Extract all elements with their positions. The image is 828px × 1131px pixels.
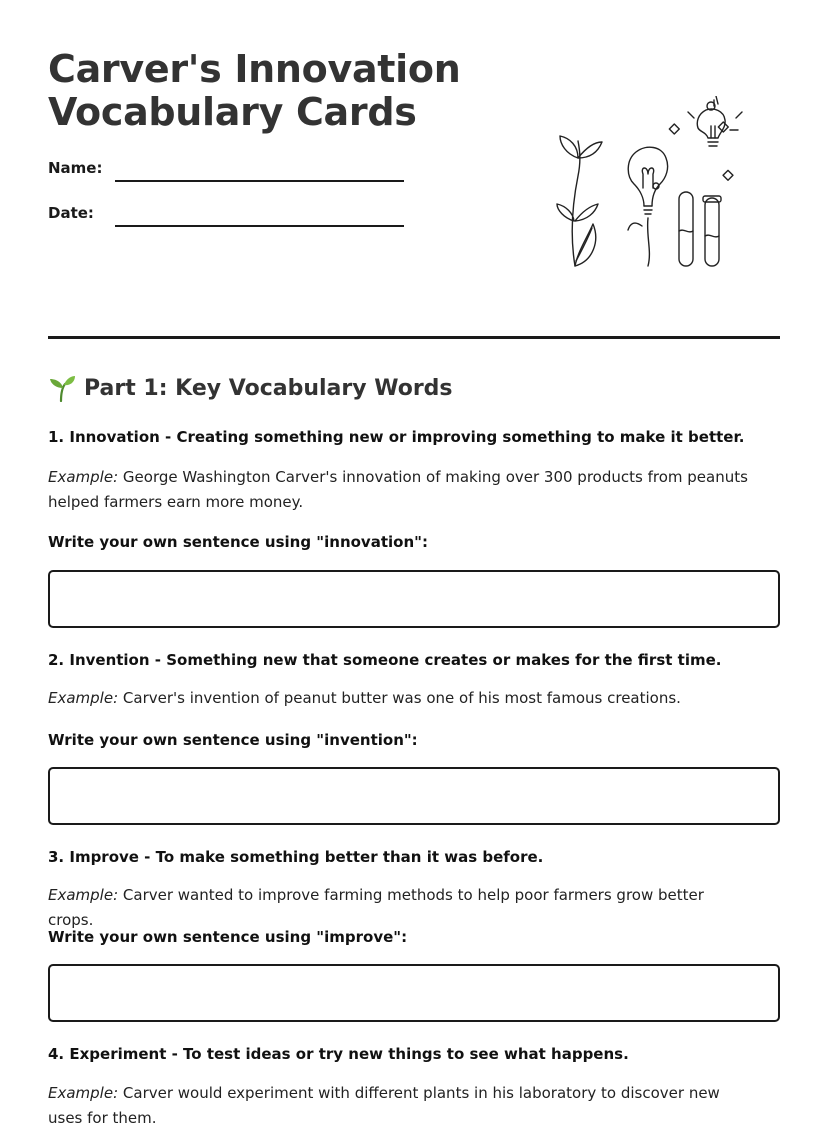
vocab-example-3 bbox=[48, 883, 748, 933]
science-illustration bbox=[548, 96, 748, 272]
sentence-answer-box-1[interactable] bbox=[48, 570, 780, 628]
example-label: Example: bbox=[48, 689, 119, 707]
example-text: Carver's invention of peanut butter was one of his most famous creations. bbox=[118, 689, 681, 707]
vocab-term-1: 1. Innovation - Creating something new or improving something to make it better. bbox=[48, 428, 745, 446]
section-divider bbox=[48, 336, 780, 339]
sentence-prompt-2: Write your own sentence using "invention": bbox=[48, 731, 418, 749]
name-field[interactable] bbox=[115, 180, 404, 182]
section-heading bbox=[48, 374, 453, 402]
seedling-icon bbox=[48, 374, 76, 402]
example-label: Example: bbox=[48, 886, 119, 904]
vocab-term-3: 3. Improve - To make something better than it was before. bbox=[48, 848, 544, 866]
sentence-prompt-1: Write your own sentence using "innovation": bbox=[48, 533, 428, 551]
sentence-prompt-3: Write your own sentence using "improve": bbox=[48, 928, 408, 946]
page-title bbox=[48, 48, 460, 134]
example-text: Carver would experiment with different plants in his laboratory to discover new uses for them. bbox=[48, 1084, 720, 1127]
title-line-2: Vocabulary Cards bbox=[48, 90, 417, 134]
test-tube-icon bbox=[688, 96, 742, 146]
example-label: Example: bbox=[48, 468, 119, 486]
example-text: George Washington Carver's innovation of making over 300 products from peanuts helped farmers earn more money. bbox=[48, 468, 748, 511]
lightbulb-icon bbox=[628, 147, 668, 266]
sentence-answer-box-2[interactable] bbox=[48, 767, 780, 825]
example-text: Carver wanted to improve farming methods to help poor farmers grow better crops. bbox=[48, 886, 704, 929]
section-heading-text: Part 1: Key Vocabulary Words bbox=[84, 375, 453, 401]
vocab-example-1 bbox=[48, 465, 748, 515]
name-label: Name: bbox=[48, 159, 103, 177]
vocab-term-2: 2. Invention - Something new that someone creates or makes for the first time. bbox=[48, 651, 722, 669]
title-line-1: Carver's Innovation bbox=[48, 47, 461, 91]
plant-icon bbox=[557, 136, 602, 266]
sentence-answer-box-3[interactable] bbox=[48, 964, 780, 1022]
example-label: Example: bbox=[48, 1084, 119, 1102]
date-field[interactable] bbox=[115, 225, 404, 227]
date-label: Date: bbox=[48, 204, 94, 222]
vocab-term-4: 4. Experiment - To test ideas or try new things to see what happens. bbox=[48, 1045, 629, 1063]
vocab-example-4 bbox=[48, 1081, 748, 1131]
vocab-example-2 bbox=[48, 686, 748, 711]
